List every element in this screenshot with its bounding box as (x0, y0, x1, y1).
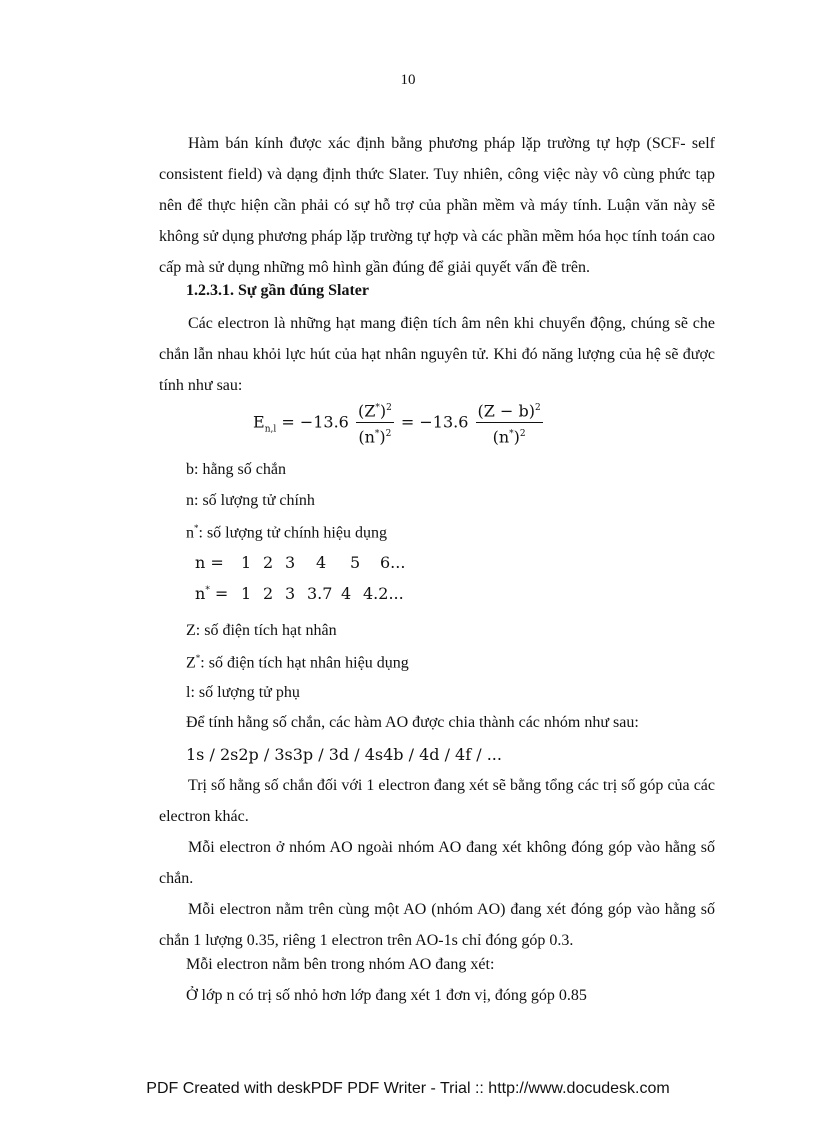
definition-n: n: số lượng tử chính (186, 492, 315, 509)
definition-l: l: số lượng tử phụ (186, 684, 300, 701)
n-values-row: n = 1 2 3 4 5 6... (195, 553, 406, 572)
definition-b: b: hằng số chắn (186, 461, 286, 478)
section-heading: 1.2.3.1. Sự gần đúng Slater (186, 282, 369, 299)
paragraph-same-group: Mỗi electron nằm trên cùng một AO (nhóm AO) đang xét đóng góp vào hằng số chắn 1 lượng 0.35, riêng 1 electron trên AO-1s chỉ đóng góp 0.3. (159, 901, 715, 949)
paragraph-screening: Các electron là những hạt mang điện tích âm nên khi chuyển động, chúng sẽ che chắn lẫn nhau khỏi lực hút của hạt nhân nguyên tử. Khi đó năng lượng của hệ sẽ được tính như sau: (159, 315, 715, 394)
paragraph-scf: Hàm bán kính được xác định bằng phương pháp lặp trường tự hợp (SCF- self consistent field) và dạng định thức Slater. Tuy nhiên, công việc này vô cùng phức tạp nên để thực hiện cần phải có sự hỗ trợ của phần mềm và máy tính. Luận văn này sẽ không sử dụng phương pháp lặp trường tự hợp và các phần mềm hóa học tính toán cao cấp mà sử dụng những mô hình gần đúng để giải quyết vấn đề trên. (159, 135, 715, 276)
energy-symbol: E (253, 412, 265, 432)
paragraph-outer: Mỗi electron ở nhóm AO ngoài nhóm AO đang xét không đóng góp vào hằng số chắn. (159, 839, 715, 887)
ao-groups: 1s / 2s2p / 3s3p / 3d / 4s4b / 4d / 4f / ... (186, 745, 502, 764)
energy-equation (253, 398, 545, 450)
equals-coefficient-1: = −13.6 (281, 412, 349, 432)
pdf-footer: PDF Created with deskPDF PDF Writer - Trial :: http://www.docudesk.com (146, 1080, 670, 1097)
equals-coefficient-2: = −13.6 (400, 412, 469, 432)
groups-intro: Để tính hằng số chắn, các hàm AO được chia thành các nhóm như sau: (186, 714, 639, 731)
paragraph-n-minus-1: Ở lớp n có trị số nhỏ hơn lớp đang xét 1 đơn vị, đóng góp 0.85 (186, 987, 587, 1004)
paragraph-sum: Trị số hằng số chắn đối với 1 electron đang xét sẽ bằng tổng các trị số góp của các electron khác. (159, 777, 715, 825)
energy-subscript: n,l (264, 424, 277, 435)
page-number: 10 (400, 72, 416, 88)
fraction-2: $\frac{(Z - b)^2}{(n^*)^2}$ (476, 398, 543, 448)
definition-z: Z: số điện tích hạt nhân (186, 622, 337, 639)
nstar-values-row: n* = 1 2 3 3.7 4 4.2... (195, 584, 404, 603)
definition-nstar: n*: số lượng tử chính hiệu dụng (186, 523, 387, 542)
definition-zstar: Z*: số điện tích hạt nhân hiệu dụng (186, 653, 409, 672)
paragraph-inner: Mỗi electron nằm bên trong nhóm AO đang xét: (186, 956, 495, 973)
fraction-1: $\frac{(Z^*)^2}{(n^*)^2}$ (356, 398, 394, 448)
